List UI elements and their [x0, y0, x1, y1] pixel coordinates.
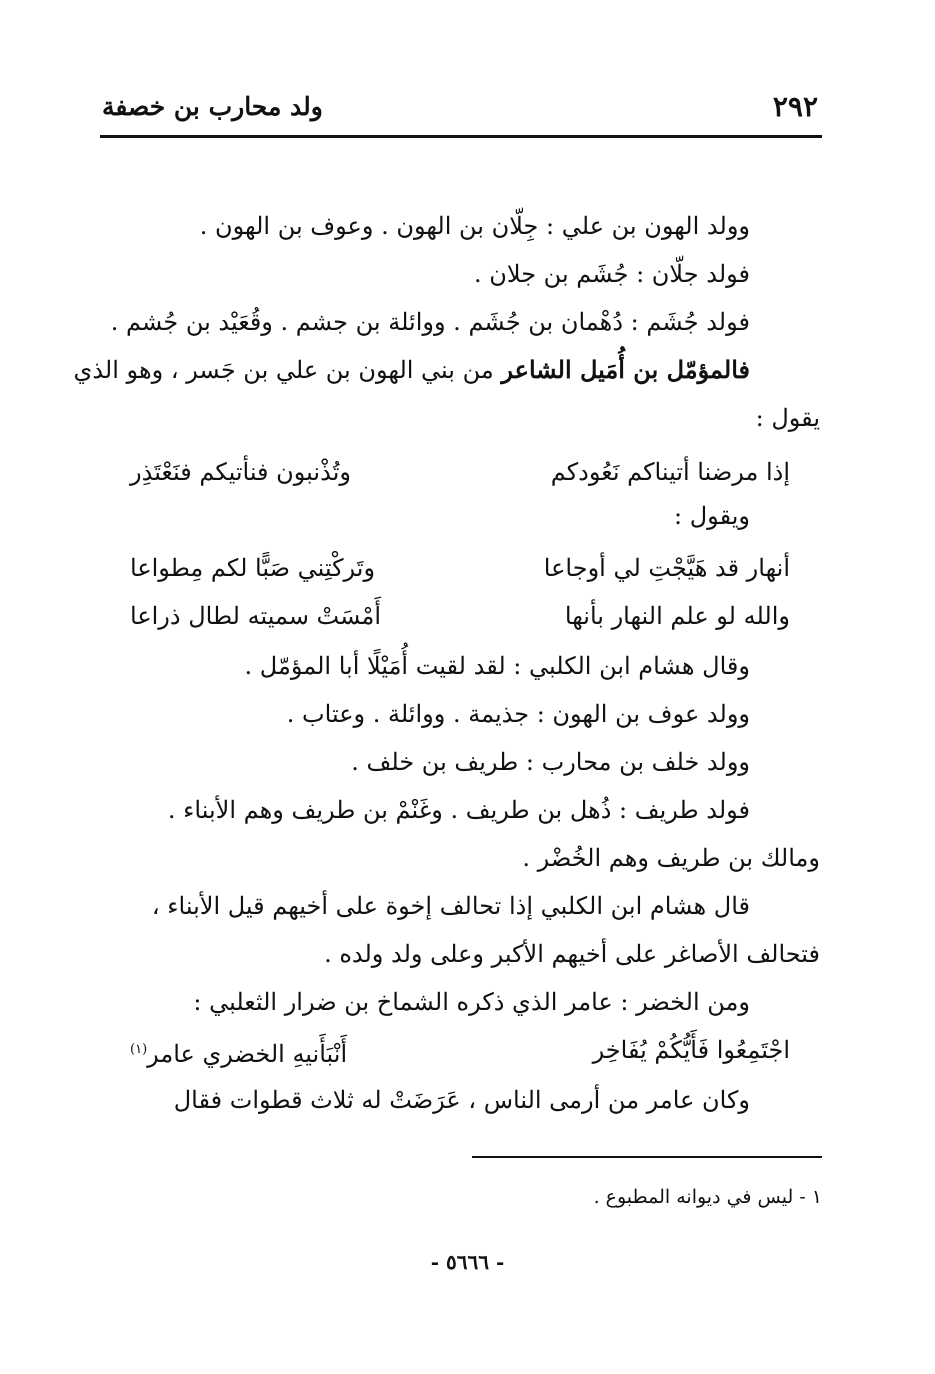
poet-name: فالمؤمّل بن أُمَيل الشاعر [501, 355, 750, 384]
verse-1 [130, 452, 790, 492]
page-header [100, 88, 822, 132]
folio-number: - ٥٦٦٦ - [430, 1250, 505, 1274]
verse-4-second-hemistich [130, 1030, 347, 1074]
text-line-4-rest: من بني الهون بن علي بن جَسر ، وهو الذي [73, 356, 494, 384]
footnote-rule [472, 1156, 822, 1158]
verse-3 [130, 596, 790, 636]
text-line-13: ومن الخضر : عامر الذي ذكره الشماخ بن ضرار الثعلبي : [193, 988, 750, 1016]
verse-1-first-hemistich: إذا مرضنا أتيناكم نَعُودكم [550, 458, 790, 486]
running-title: ولد محارب بن خصفة [102, 92, 323, 121]
verse-2-first-hemistich: أنهار قد هَيَّجْتِ لي أوجاعا [543, 554, 790, 582]
page-number: ٢٩٢ [772, 90, 818, 123]
verse-2-second-hemistich: وتَركْتِني صَبًّا لكم مِطواعا [130, 554, 376, 582]
text-line-12: فتحالف الأصاغر على أخيهم الأكبر وعلى ولد ولده . [324, 940, 820, 968]
verse-3-first-hemistich: والله لو علم النهار بأنها [564, 602, 790, 630]
text-line-9: فولد طريف : ذُهل بن طريف . وغَنْمْ بن طريف وهم الأبناء . [167, 796, 750, 824]
text-line-4 [74, 350, 750, 390]
text-line-11: قال هشام ابن الكلبي إذا تحالف إخوة على أخيهم قيل الأبناء ، [151, 892, 750, 920]
footnote: ١ - ليس في ديوانه المطبوع . [593, 1186, 822, 1208]
text-line-5: يقول : [755, 404, 820, 432]
verse-2 [130, 548, 790, 588]
text-line-3: فولد جُشَم : دُهْمان بن جُشَم . ووائلة بن جشم . وقُعَيْد بن جُشم . [110, 308, 750, 336]
text-line-2: فولد جلّان : جُشَم بن جلان . [474, 260, 750, 288]
text-line-14: وكان عامر من أرمى الناس ، عَرَضَتْ له ثلاث قطوات فقال [173, 1086, 750, 1114]
text-line-10: ومالك بن طريف وهم الخُضْر . [522, 844, 820, 872]
verse-3-second-hemistich: أَمْسَتْ سميته لطال ذراعا [130, 602, 382, 630]
verse-4 [130, 1030, 790, 1070]
verse-4-first-hemistich: اجْتَمِعُوا فَأَيُّكُمْ يُفَاخِر [592, 1036, 790, 1064]
footnote-ref: (١) [130, 1042, 148, 1057]
verse-4-second-text: أَنْبَأَنيهِ الخضري عامر [147, 1040, 348, 1068]
text-line-6: وقال هشام ابن الكلبي : لقد لقيت أُمَيْلًا أبا المؤمّل . [244, 652, 750, 680]
text-line-7: وولد عوف بن الهون : جذيمة . ووائلة . وعتاب . [286, 700, 750, 728]
text-line-8: وولد خلف بن محارب : طريف بن خلف . [351, 748, 750, 776]
verse-1-second-hemistich: وتُذْنبون فنأتيكم فنَعْتَذِر [130, 458, 351, 486]
text-line-1: وولد الهون بن علي : جِلّان بن الهون . وعوف بن الهون . [199, 212, 750, 240]
says-line: ويقول : [674, 502, 750, 530]
header-rule [100, 135, 822, 138]
